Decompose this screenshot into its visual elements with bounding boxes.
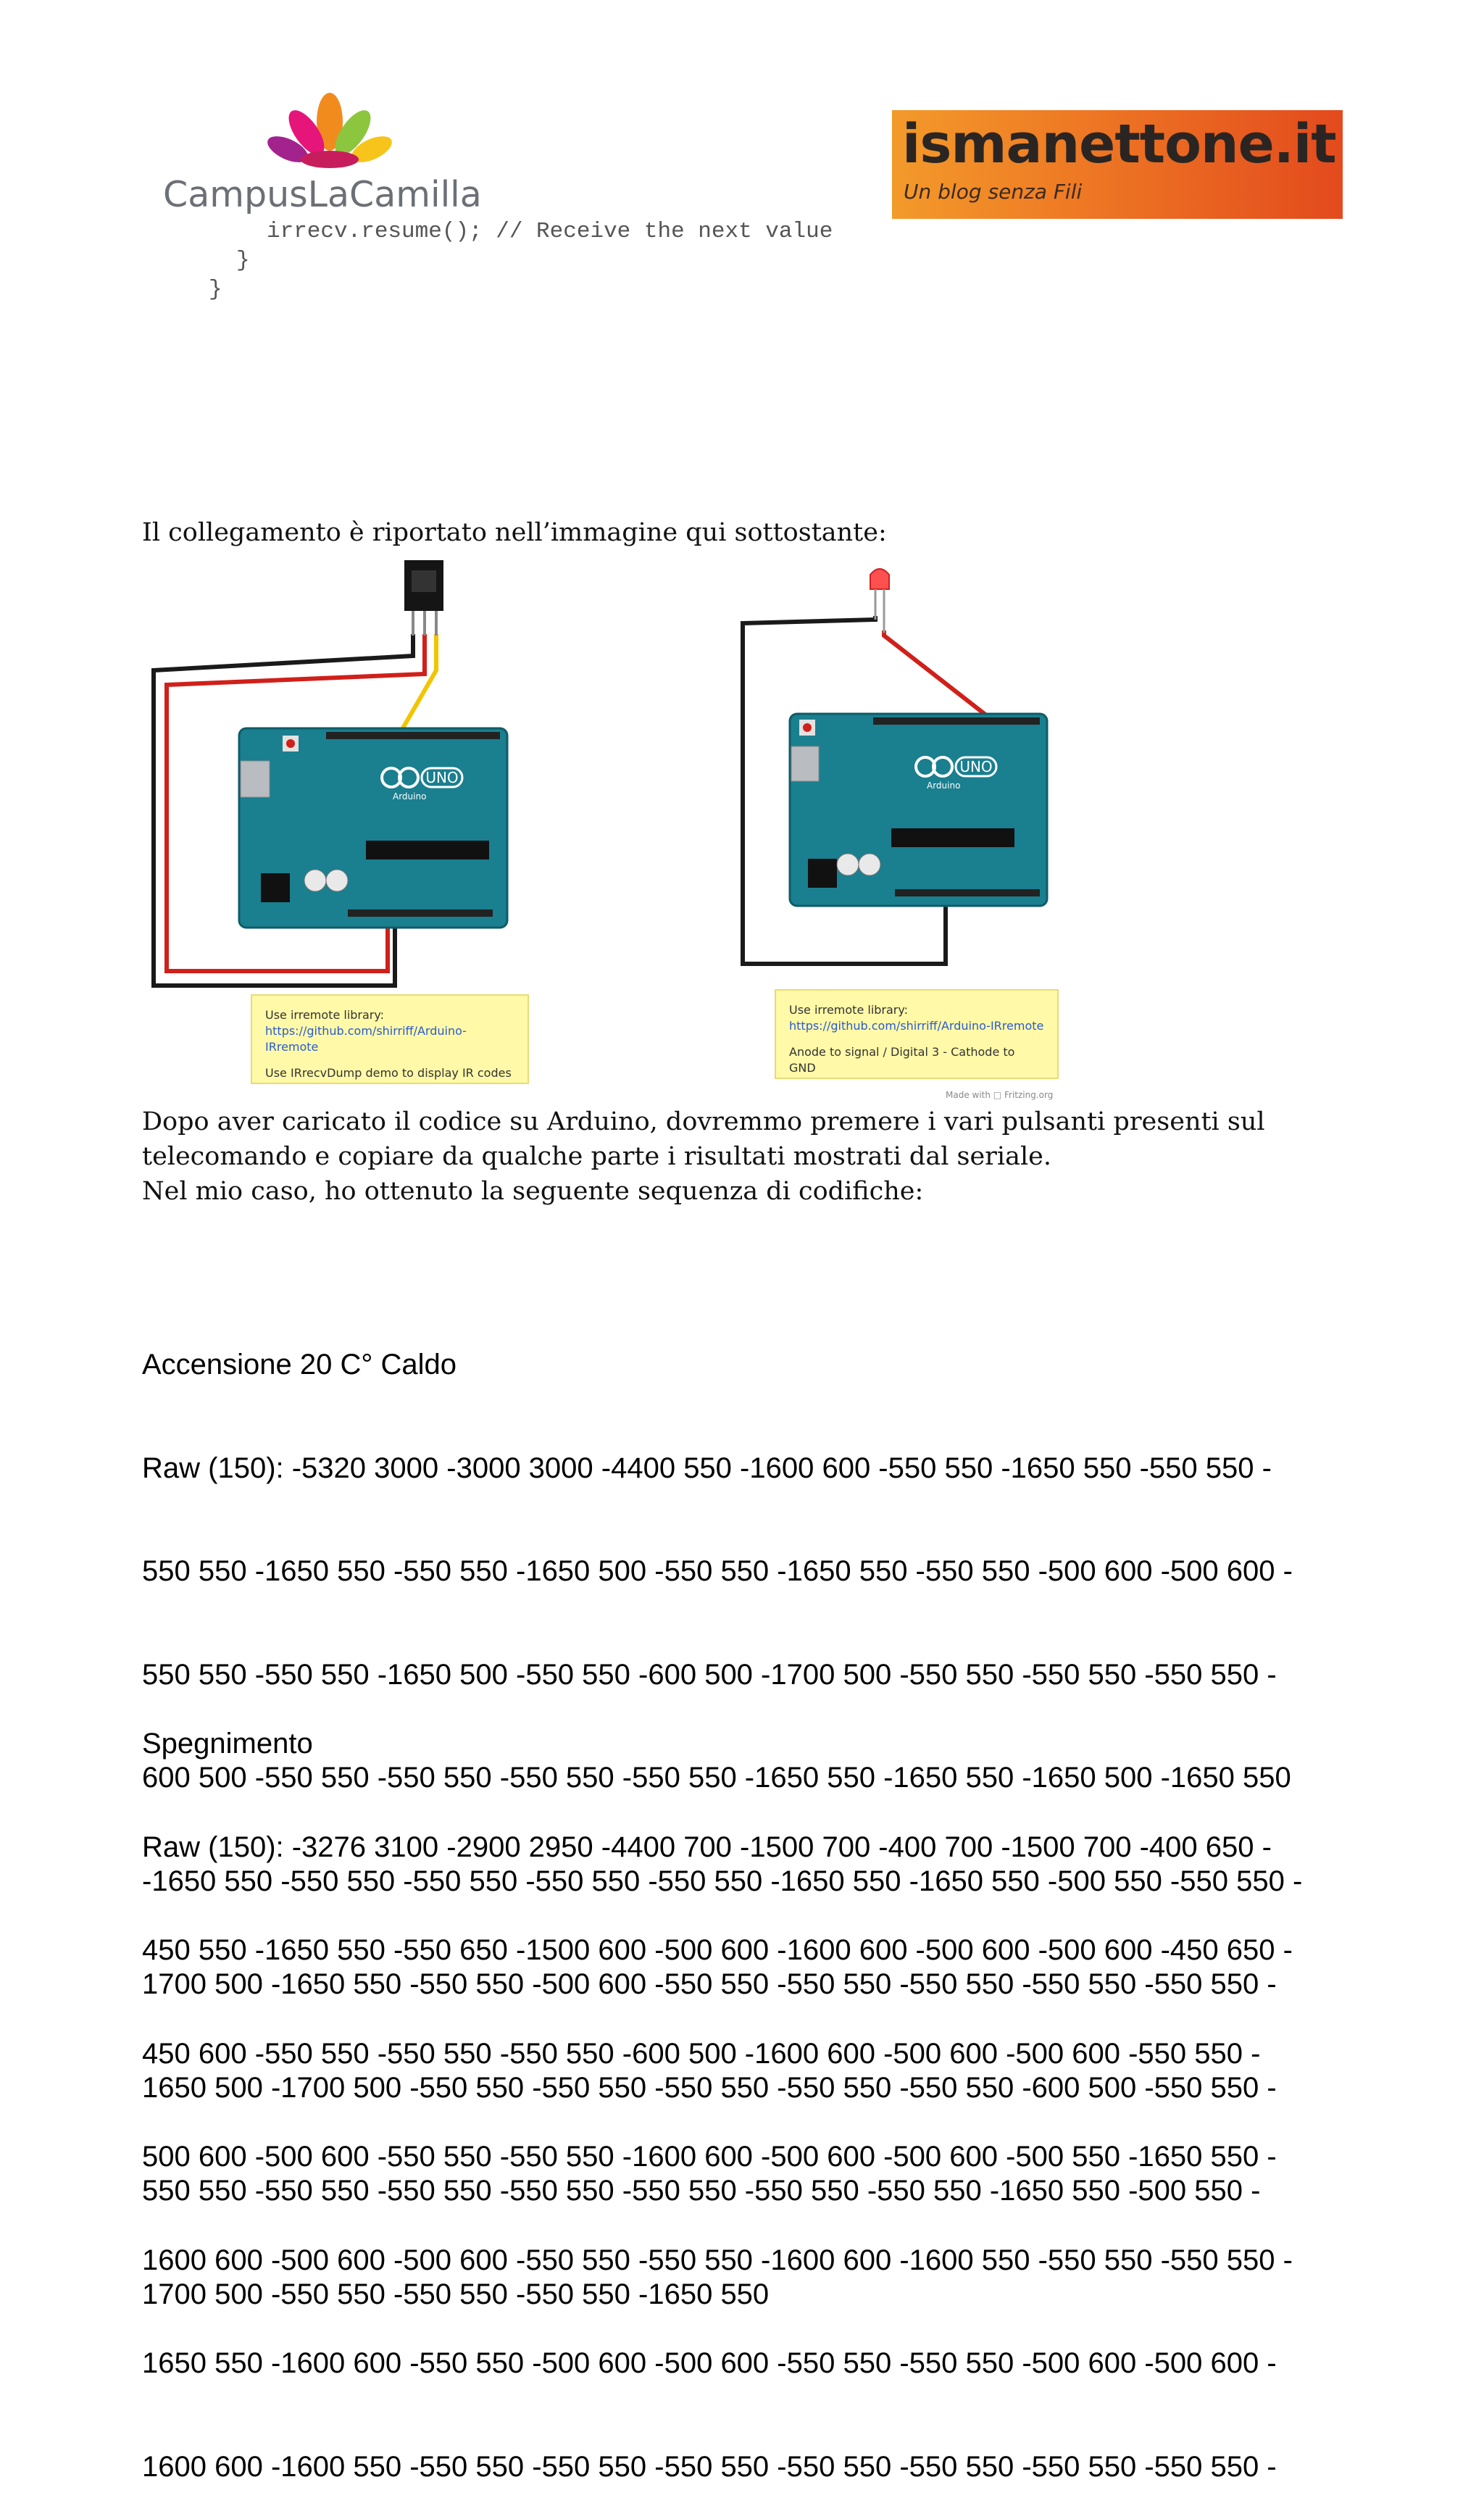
- led-icon: [870, 569, 889, 589]
- raw-line: 550 550 -1650 550 -550 550 -1650 500 -550 550 -1650 550 -550 550 -500 600 -500 600 -: [142, 1555, 1293, 1587]
- note-text: Anode to signal / Digital 3 - Cathode to GND: [789, 1045, 1015, 1075]
- raw-line: 450 600 -550 550 -550 550 -550 550 -600 500 -1600 600 -500 600 -500 600 -550 550 -: [142, 2037, 1261, 2070]
- note-link: https://github.com/shirriff/Arduino-IRremote: [265, 1024, 467, 1054]
- board-uno-label: UNO: [959, 758, 993, 775]
- raw-line: 1600 600 -1600 550 -550 550 -550 550 -550 550 -550 550 -550 550 -550 550 -550 550 -: [142, 2450, 1277, 2483]
- ir-receiver-wiring-diagram: [138, 554, 543, 989]
- fritzing-label: Fritzing.org: [1004, 1090, 1054, 1100]
- raw-line: 1650 500 -1700 500 -550 550 -550 550 -550 550 -550 550 -550 550 -600 500 -550 550 -: [142, 2071, 1277, 2104]
- wire-red: [884, 630, 989, 717]
- ir-led-wiring-diagram: [735, 554, 1083, 967]
- code-line: }: [209, 277, 222, 302]
- raw-line: 500 600 -500 600 -550 550 -550 550 -1600 600 -500 600 -500 600 -500 550 -1650 550 -: [142, 2141, 1277, 2173]
- board-uno-label: UNO: [425, 769, 459, 786]
- fritzing-icon: □: [993, 1090, 1002, 1100]
- raw-line: 1600 600 -500 600 -500 600 -550 550 -550 550 -1600 600 -1600 550 -550 550 -550 550 -: [142, 2244, 1293, 2276]
- ir-codes-spegnimento: [142, 1658, 1293, 2519]
- lotus-flower-icon: [264, 93, 395, 172]
- wire-yellow: [399, 634, 436, 743]
- raw-line: -1650 550 -550 550 -550 550 -550 550 -550 550 -1650 550 -1650 550 -500 550 -550 550 -: [142, 1865, 1303, 1897]
- note-link: https://github.com/shirriff/Arduino-IRremote: [789, 1019, 1044, 1033]
- explanation-paragraph: [142, 1104, 1265, 1209]
- board-name-label: Arduino: [393, 791, 427, 802]
- left-diagram-note: [251, 994, 529, 1084]
- made-with-fritzing: [946, 1090, 1053, 1100]
- raw-line: 1650 550 -1600 600 -550 550 -500 600 -500 600 -550 550 -550 550 -500 600 -500 600 -: [142, 2347, 1277, 2379]
- campuslacamilla-logo: [163, 93, 496, 216]
- code-line: irrecv.resume(); // Receive the next value: [267, 219, 833, 244]
- campuslacamilla-wordmark: CampusLaCamilla: [163, 174, 482, 215]
- code-line: }: [236, 248, 250, 273]
- raw-line: 1700 500 -1650 550 -550 550 -500 600 -550 550 -550 550 -550 550 -550 550 -550 550 -: [142, 1968, 1277, 2000]
- note-text: Use irremote library:: [265, 1008, 385, 1022]
- block-title: Accensione 20 C° Caldo: [142, 1349, 457, 1381]
- block-title: Spegnimento: [142, 1728, 313, 1760]
- paragraph-line: Dopo aver caricato il codice su Arduino, dovremmo premere i vari pulsanti presenti sul: [142, 1107, 1265, 1136]
- intro-text: Il collegamento è riportato nell’immagine qui sottostante:: [142, 518, 887, 547]
- ismanettone-brand: ismanettone.it: [902, 113, 1336, 175]
- raw-line: 550 550 -550 550 -550 550 -550 550 -550 550 -550 550 -550 550 -1650 550 -500 550 -: [142, 2175, 1261, 2207]
- board-name-label: Arduino: [927, 780, 961, 791]
- raw-line: 450 550 -1650 550 -550 650 -1500 600 -500 600 -1600 600 -500 600 -500 600 -450 650 -: [142, 1934, 1293, 1966]
- ismanettone-logo: [892, 110, 1343, 219]
- raw-line: Raw (150): -5320 3000 -3000 3000 -4400 550 -1600 600 -550 550 -1650 550 -550 550 -: [142, 1452, 1272, 1484]
- note-text: Use irremote library:: [789, 1003, 909, 1017]
- raw-line: 1700 500 -550 550 -550 550 -550 550 -1650 550: [142, 2278, 770, 2310]
- right-diagram-note: [775, 989, 1059, 1079]
- raw-line: Raw (150): -3276 3100 -2900 2950 -4400 700 -1500 700 -400 700 -1500 700 -400 650 -: [142, 1831, 1272, 1863]
- paragraph-line: telecomando e copiare da qualche parte i risultati mostrati dal seriale.: [142, 1142, 1052, 1171]
- ismanettone-tagline: Un blog senza Fili: [904, 180, 1083, 204]
- raw-line: 600 500 -550 550 -550 550 -550 550 -550 550 -1650 550 -1650 550 -1650 500 -1650 550: [142, 1762, 1291, 1794]
- paragraph-line: Nel mio caso, ho ottenuto la seguente sequenza di codifiche:: [142, 1177, 924, 1206]
- note-text: Use IRrecvDump demo to display IR codes: [265, 1066, 512, 1080]
- made-with-label: Made with: [946, 1090, 991, 1100]
- raw-line: 550 550 -550 550 -1650 500 -550 550 -600 500 -1700 500 -550 550 -550 550 -550 550 -: [142, 1658, 1277, 1691]
